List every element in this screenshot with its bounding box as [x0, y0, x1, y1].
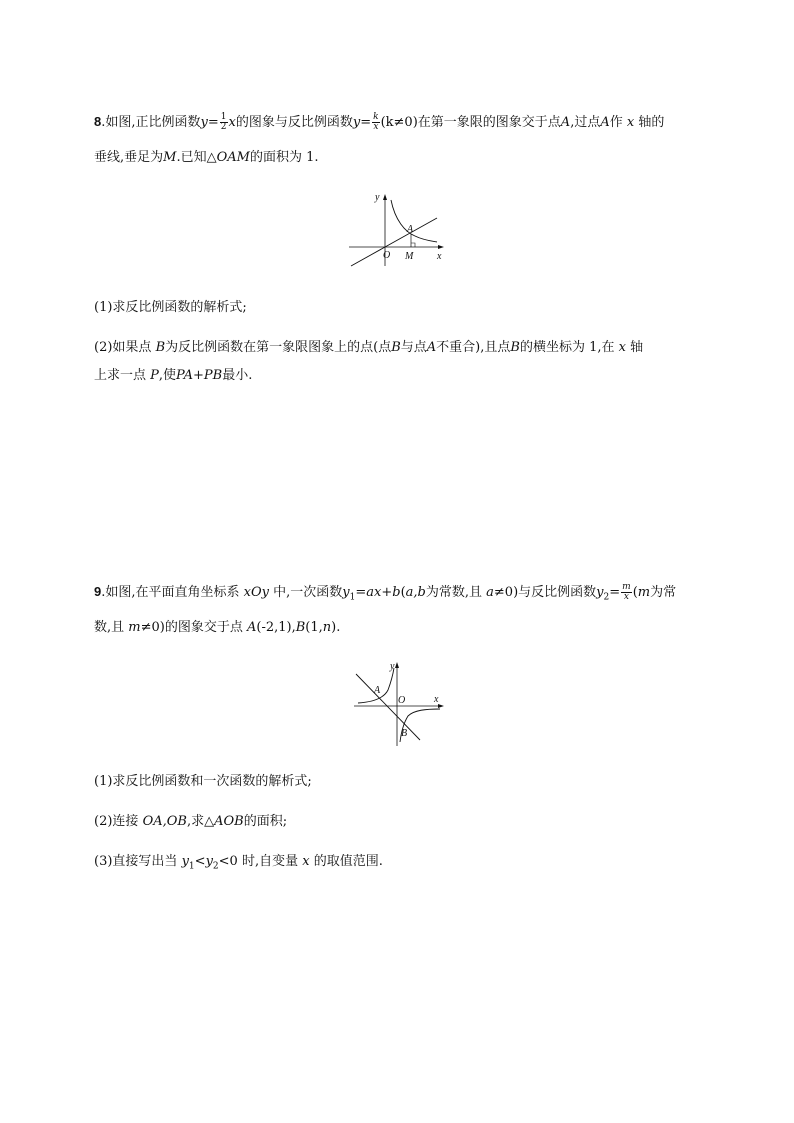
q8-line — [351, 218, 437, 266]
q8-stem-line2: 垂线,垂足为M.已知△OAM的面积为 1. — [94, 150, 319, 165]
q9-stem-line2: 数,且 m≠0)的图象交于点 A(-2,1),B(1,n). — [94, 620, 341, 635]
q9-part1: (1)求反比例函数和一次函数的解析式; — [94, 774, 312, 789]
q9-figure — [350, 656, 450, 748]
q9-fig-y-label: y — [390, 661, 395, 672]
q8-right-angle — [411, 243, 415, 247]
q9-stem-line1: 9.如图,在平面直角坐标系 xOy 中,一次函数$y_1=ax+b(a,b$为常数,且 a≠0)与反比例函数$y_2=$ $\frac{m}{x}$ (m为常 — [94, 582, 677, 603]
q8-fraction-half: $\frac{1}{2}$ — [220, 112, 227, 132]
q9-x-arrow — [438, 704, 444, 708]
q8-number: 8 — [94, 114, 102, 129]
q9-fraction-m-over-x: $\frac{m}{x}$ — [622, 582, 631, 602]
q9-number: 9 — [94, 584, 102, 599]
q8-stem-line1: 8.如图,正比例函数y= $\frac{1}{2}$ x的图象与反比例函数y= $\frac{k}{x}$ (k≠0)在第一象限的图象交于点A,过点A作 x 轴的 — [94, 112, 665, 132]
q9-fig-O-label: O — [398, 695, 406, 706]
q9-fig-x-label: x — [434, 694, 439, 705]
q8-part1: (1)求反比例函数的解析式; — [94, 300, 247, 315]
q8-part2-line2: 上求一点 P,使PA+PB最小. — [94, 368, 253, 383]
q9-part2: (2)连接 OA,OB,求△AOB的面积; — [94, 814, 288, 829]
q8-part2-line1: (2)如果点 B为反比例函数在第一象限图象上的点(点B与点A不重合),且点B的横坐标为 1,在 x 轴 — [94, 340, 644, 355]
q9-fig-B-label: B — [401, 728, 408, 739]
q8-fig-x-label: x — [437, 251, 442, 262]
q8-figure — [345, 188, 450, 270]
q8-x-arrow — [438, 245, 444, 249]
q8-hyperbola — [391, 200, 437, 242]
q9-line — [356, 674, 420, 740]
q9-part3: (3)直接写出当 $y_1<y_2<0$ 时,自变量 x 的取值范围. — [94, 854, 383, 872]
q8-y-arrow — [383, 194, 387, 200]
q8-fig-M-label: M — [405, 251, 414, 262]
q8-fig-O-label: O — [383, 250, 391, 261]
q8-fraction-k-over-x: $\frac{k}{x}$ — [373, 112, 379, 132]
q9-y-arrow — [395, 662, 399, 668]
q9-fig-A-label: A — [374, 685, 381, 696]
q8-fig-A-label: A — [407, 224, 414, 235]
q8-fig-y-label: y — [375, 192, 380, 203]
